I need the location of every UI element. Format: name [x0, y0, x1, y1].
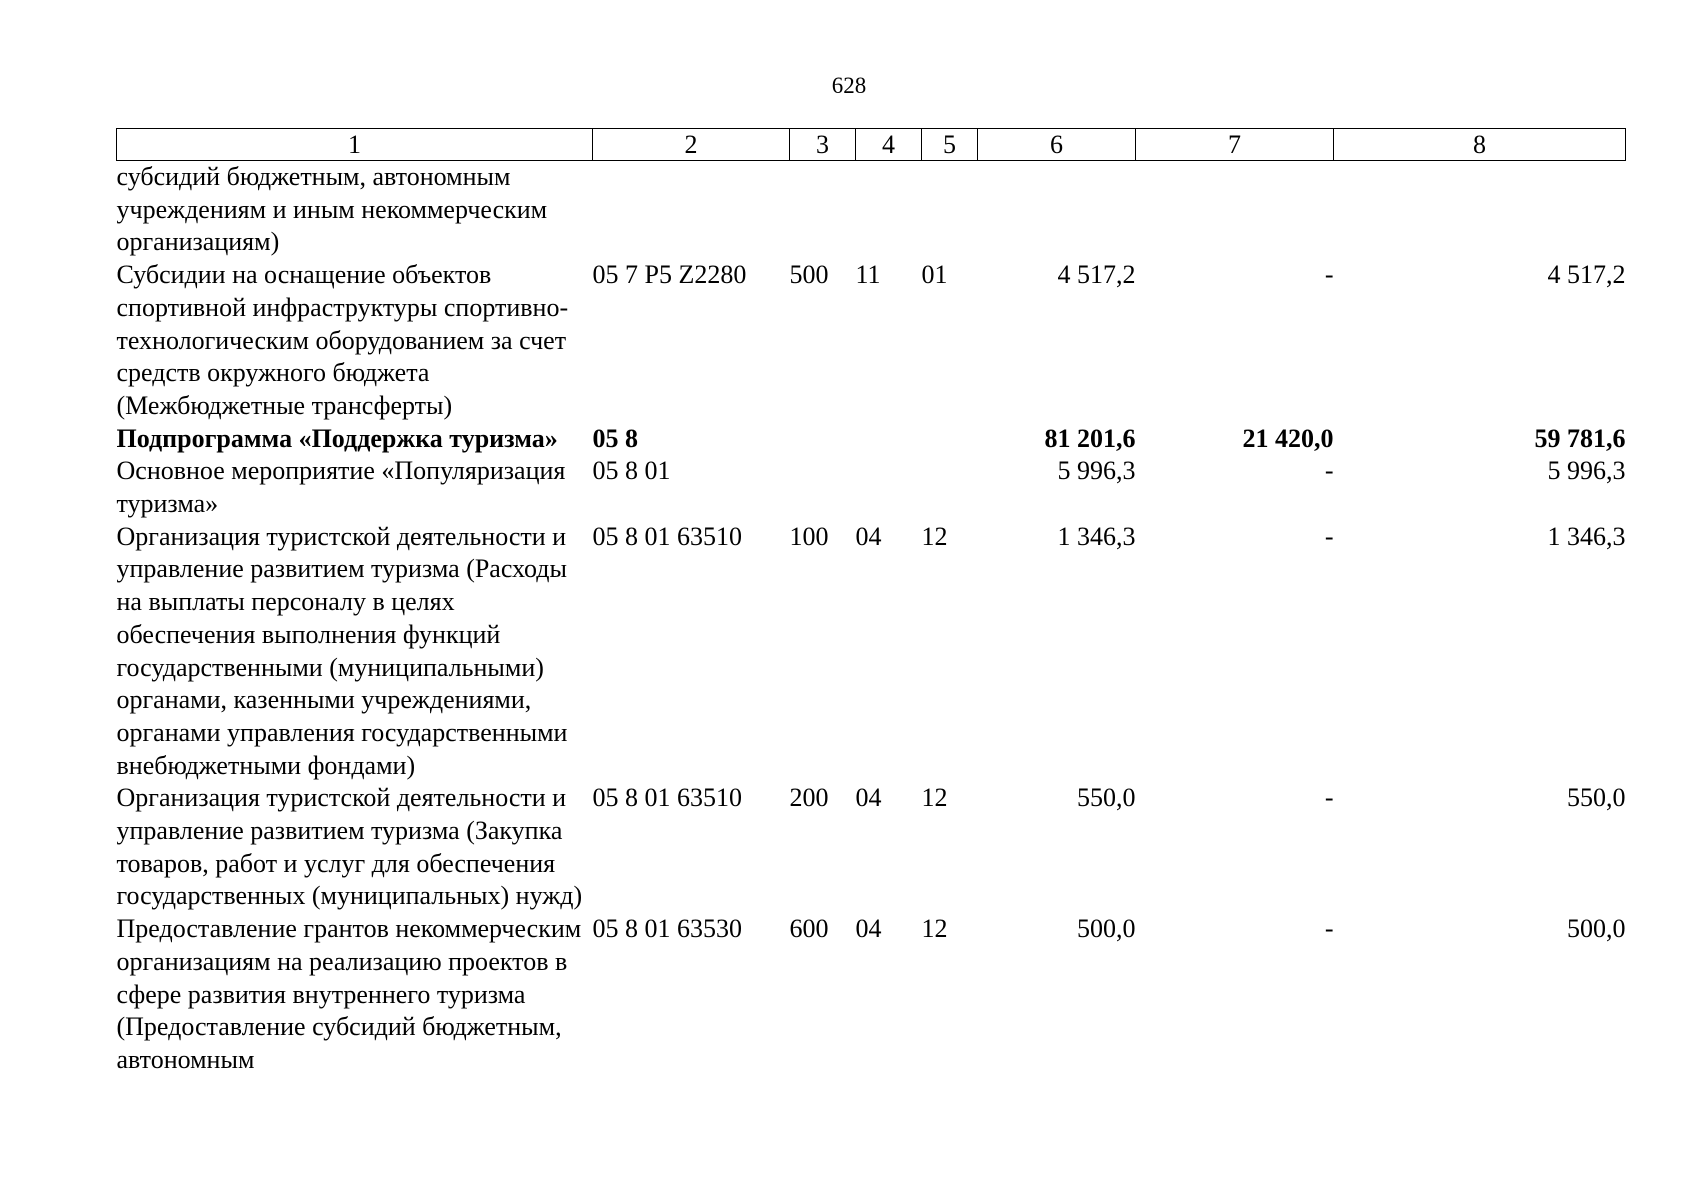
row-code: 05 8 — [592, 423, 638, 453]
row-name: Организация туристской деятельности и управление развитием туризма (Расходы на выплаты персоналу в целях обеспечения выполнения функций государственными (муниципальными) органами, казенными учреждениями, органами управления государственными внебюджетными фондами) — [116, 521, 568, 780]
row-c6: 81 201,6 — [1044, 423, 1136, 453]
row-c4: 04 — [855, 521, 882, 551]
header-cell: 6 — [978, 129, 1136, 161]
table-row — [117, 259, 1626, 423]
row-c3: 600 — [789, 914, 829, 944]
row-name: Субсидии на оснащение объектов спортивной инфраструктуры спортивно-технологическим оборудованием за счет средств окружного бюджета (Межбюджетные трансферты) — [116, 260, 569, 420]
row-c3 — [790, 455, 856, 520]
row-c6: 4 517,2 — [1057, 260, 1136, 290]
header-cell: 7 — [1136, 129, 1334, 161]
row-code: 05 8 01 63530 — [592, 914, 742, 944]
row-c5: 01 — [921, 260, 948, 290]
row-c5: 12 — [921, 783, 948, 813]
row-code: 05 8 01 63510 — [592, 521, 742, 551]
header-cell: 1 — [117, 129, 593, 161]
row-c7: - — [1324, 456, 1334, 486]
header-cell: 4 — [856, 129, 922, 161]
row-code: 05 8 01 — [592, 456, 671, 486]
row-c8: 4 517,2 — [1547, 260, 1626, 290]
budget-table — [116, 128, 1626, 1077]
header-cell: 5 — [922, 129, 978, 161]
table-body — [117, 161, 1626, 1077]
row-c7 — [1136, 161, 1334, 260]
row-c5 — [922, 455, 978, 520]
row-c6 — [978, 161, 1136, 260]
row-c4: 11 — [855, 260, 881, 290]
row-c5 — [922, 423, 978, 456]
table-row — [117, 161, 1626, 260]
header-row — [117, 129, 1626, 161]
row-c7: - — [1324, 914, 1334, 944]
header-cell: 3 — [790, 129, 856, 161]
row-c7: - — [1324, 260, 1334, 290]
table-row — [117, 521, 1626, 783]
row-c6: 550,0 — [1077, 783, 1136, 813]
row-c5 — [922, 161, 978, 260]
table-row — [117, 782, 1626, 913]
row-code — [593, 161, 790, 260]
row-c4: 04 — [855, 783, 882, 813]
table-row-subprogram — [117, 423, 1626, 456]
row-code: 05 8 01 63510 — [592, 783, 742, 813]
row-c4 — [856, 423, 922, 456]
row-code: 05 7 P5 Z2280 — [592, 260, 747, 290]
row-c6: 5 996,3 — [1057, 456, 1136, 486]
header-cell: 8 — [1334, 129, 1626, 161]
table-row — [117, 455, 1626, 520]
row-name: Подпрограмма «Поддержка туризма» — [116, 423, 558, 453]
row-c7: - — [1324, 521, 1334, 551]
row-c8: 1 346,3 — [1547, 521, 1626, 551]
row-c8: 5 996,3 — [1547, 456, 1626, 486]
row-c6: 1 346,3 — [1057, 521, 1136, 551]
row-c5: 12 — [921, 521, 948, 551]
row-c4: 04 — [855, 914, 882, 944]
row-c3 — [790, 161, 856, 260]
table-row — [117, 913, 1626, 1077]
row-c7: - — [1324, 783, 1334, 813]
row-c3 — [790, 423, 856, 456]
row-c7: 21 420,0 — [1242, 423, 1334, 453]
row-name: субсидий бюджетным, автономным учреждениям и иным некоммерческим организациям) — [116, 162, 548, 257]
row-name: Предоставление грантов некоммерческим организациям на реализацию проектов в сфере развития внутреннего туризма (Предоставление субсидий бюджетным, автономным — [116, 914, 582, 1074]
row-c3: 200 — [789, 783, 829, 813]
row-c8: 59 781,6 — [1534, 423, 1626, 453]
row-c8: 500,0 — [1567, 914, 1626, 944]
row-c3: 100 — [789, 521, 829, 551]
row-c8: 550,0 — [1567, 783, 1626, 813]
page-number: 628 — [831, 73, 867, 98]
table-header — [117, 129, 1626, 161]
row-c4 — [856, 455, 922, 520]
header-cell: 2 — [593, 129, 790, 161]
row-name: Основное мероприятие «Популяризация туризма» — [116, 456, 566, 519]
row-name: Организация туристской деятельности и управление развитием туризма (Закупка товаров, работ и услуг для обеспечения государственных (муниципальных) нужд) — [116, 783, 583, 911]
row-c5: 12 — [921, 914, 948, 944]
row-c6: 500,0 — [1077, 914, 1136, 944]
row-c8 — [1334, 161, 1626, 260]
row-c4 — [856, 161, 922, 260]
row-c3: 500 — [789, 260, 829, 290]
